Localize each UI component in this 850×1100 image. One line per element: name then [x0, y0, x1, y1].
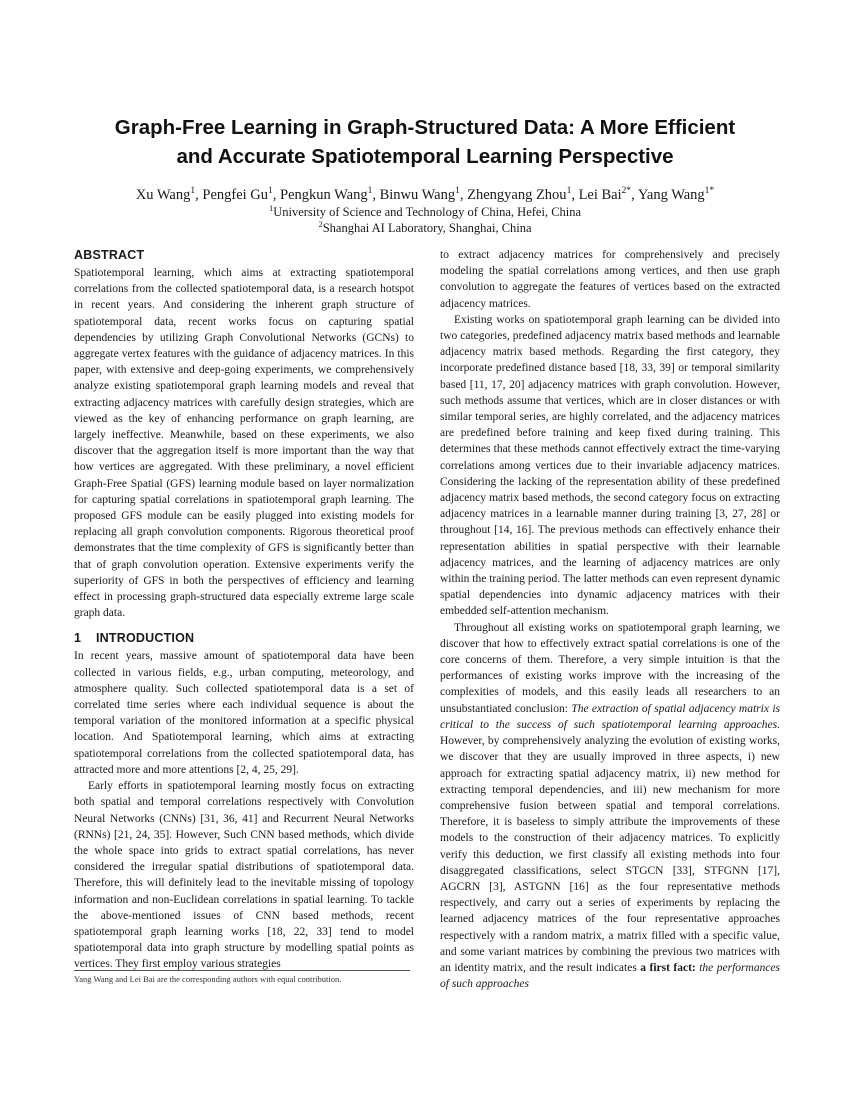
- emphasis-text: the performances of such approaches: [440, 961, 780, 991]
- abstract-heading: ABSTRACT: [74, 248, 145, 262]
- author: Pengkun Wang: [280, 187, 368, 203]
- author-sup: 1: [268, 186, 273, 197]
- abstract-text: Spatiotemporal learning, which aims at extracting spatiotemporal correlations from the collected spatiotemporal data, is a research hotspot in recent years. And considering the inherent graph structure of spatiotemporal data, recent works focus on capturing spatial dependencies by utilizing Graph Convolutional Networks (GCNs) to aggregate vertex features with the guidance of adjacency matrices. In this paper, with extensive and deep-going experiments, we comprehensively analyze existing spatiotemporal graph learning models and reveal that extracting adjacency matrices with carefully design strategies, which are viewed as the key of enhancing performance on graph learning, are largely ineffective. Meanwhile, based on these experiments, we also discover that the aggregation itself is more important than the way that how vertices are aggregated. With these preliminary, a novel efficient Graph-Free Spatial (GFS) learning module based on layer normalization for capturing spatial correlations in spatiotemporal graph learning. The proposed GFS module can be easily plugged into existing models for replacing all graph convolution components. Rigorous theoretical proof demonstrates that the time complexity of GFS is significantly better than that of graph convolution operation. Extensive experiments verify the superiority of GFS in both the perspectives of efficiency and learning effect in processing graph-structured data especially extreme large scale graph data.: [74, 267, 414, 620]
- affiliation-text: University of Science and Technology of China, Hefei, China: [273, 205, 582, 219]
- paper-title: [40, 113, 810, 171]
- author-sup: 1: [190, 186, 196, 197]
- affiliation-2: [40, 220, 810, 236]
- right-paragraph-3: [440, 620, 780, 993]
- title-block: [40, 113, 810, 236]
- author: Xu Wang: [135, 187, 191, 203]
- author-sup: 1*: [704, 186, 715, 197]
- affiliation-sup: 2: [318, 218, 323, 229]
- author: Zhengyang Zhou: [467, 187, 567, 203]
- right-column: [440, 247, 780, 992]
- author: Pengfei Gu: [202, 187, 269, 203]
- affiliation-1: [40, 204, 810, 220]
- footnote-divider: [74, 970, 410, 971]
- introduction-heading: [74, 630, 414, 646]
- affiliation-text: Shanghai AI Laboratory, Shanghai, China: [322, 221, 532, 235]
- author-sup: 1: [566, 186, 572, 197]
- author-sup: 1: [367, 186, 373, 197]
- emphasis-text: The extraction of spatial adjacency matrix is critical to the success of such spatiotemporal learning approaches.: [440, 702, 780, 731]
- author: Binwu Wang: [379, 187, 456, 203]
- bold-text: a first fact:: [640, 961, 696, 974]
- text-run: However, by comprehensively analyzing the evolution of existing works, we discover that they are usually improved in three aspects, i) new approach for extracting spatial adjacency matrix, ii) new method for extracting temporal dependencies, and iii) new mechanism for more comprehensive fusion between spatial and temporal correlations. Therefore, it is baseless to simply attribute the improvements of these models to the construction of their adjacency matrices. To explicitly verify this deduction, we first classify all existing methods into four disaggregated classifications, select STGCN [33], STFGNN [17], AGCRN [3], ASTGNN [16] as the four representative methods respectively, and carry out a series of experiments by replacing the learned adjacency matrices of the four representative approaches respectively with a random matrix, a matrix filled with a specific value, and some variant matrices by combining the previous two matrices with an identity matrix, and the result indicates: [440, 735, 780, 974]
- title-line-2: and Accurate Spatiotemporal Learning Perspective: [176, 145, 674, 168]
- affiliation-sup: 1: [268, 202, 274, 213]
- author: Lei Bai: [578, 187, 622, 203]
- author-sup: 1: [455, 186, 460, 197]
- title-line-1: Graph-Free Learning in Graph-Structured Data: A More Efficient: [114, 116, 736, 139]
- author-sup: 2*: [621, 186, 632, 197]
- text-run: Throughout all existing works on spatiotemporal graph learning, we discover that how to effectively extract spatial correlations is one of the core concerns of them. Therefore, a very simple intuition is that the performances of existing works improve with the increasing of the complexities of models, and this easily leads all researchers to an unsubstantiated conclusion:: [440, 621, 780, 715]
- right-paragraph-2: Existing works on spatiotemporal graph learning can be divided into two categories, predefined adjacency matrix based methods and learnable adjacency matrix based methods. Regarding the first category, they incorporate predefined distance based [18, 33, 39] or temporal similarity based [11, 17, 20] adjacency matrices with graph convolution. However, such methods assume that vertices, which are in closer distances or with similar temporal series, are highly correlated, and the adjacency matrices are predefined before training and keep fixed during training. This determines that these methods cannot effectively extract the time-varying correlations among vertices due to their invariable adjacency matrices. Considering the lacking of the representation ability of these predefined adjacency matrix based methods, the second category focus on extracting adjacency matrices in a learnable manner during training [3, 27, 28] or throughout [14, 16]. The previous methods can effectively enhance their representation abilities in spatial perspective with their learnable adjacency matrices, and the learning of adjacency matrices are only within the training period. The latter methods can even represent dynamic spatial dependencies into dynamic adjacency matrices with their embedded self-attention mechanism.: [440, 313, 780, 618]
- left-column: [74, 247, 414, 973]
- author-list: Xu Wang$^1$, Pengfei Gu$^1$, Pengkun Wang$^1$, Binwu Wang$^1$, Zhengyang Zhou$^1$, Lei Bai$^{2*}$, Yang Wang$^{1*}$: [135, 186, 715, 203]
- intro-paragraph-2: Early efforts in spatiotemporal learning mostly focus on extracting both spatial and temporal correlations respectively with Convolution Neural Networks (CNNs) [31, 36, 41] and Recurrent Neural Networks (RNNs) [21, 24, 35]. However, Such CNN based methods, which divide the whole space into grids to extract spatial correlations, has never considered the irregular spatial distributions of spatiotemporal data. Therefore, this will definitely lead to the inevitable missing of topology information and non-Euclidean correlations in spatial learning. To tackle the above-mentioned issues of CNN based methods, recent spatiotemporal graph learning works [18, 22, 33] tend to model spatiotemporal data into graph structure by modelling spatial points as vertices. They first employ various strategies: [74, 780, 414, 971]
- intro-paragraph-1: In recent years, massive amount of spatiotemporal data have been collected in various fields, e.g., urban computing, meteorology, and atmosphere quality. Such collected spatiotemporal data is a set of correlated time series where each individual sequence is about the temporal variation of the monitored information at a specific physical location. And Spatiotemporal learning, which aims at extracting spatiotemporal correlations from the collected spatiotemporal data, has attracted more and more attentions [2, 4, 25, 29].: [74, 650, 414, 776]
- section-number: 1: [74, 631, 82, 646]
- author: Yang Wang: [637, 187, 705, 203]
- section-title: INTRODUCTION: [96, 631, 195, 646]
- footnote: Yang Wang and Lei Bai are the corresponding authors with equal contribution.: [74, 974, 342, 984]
- right-paragraph-1: to extract adjacency matrices for comprehensively and precisely modeling the spatial correlations among vertices, and then use graph convolution to aggregate the features of vertices based on the extracted adjacency matrices.: [440, 249, 780, 310]
